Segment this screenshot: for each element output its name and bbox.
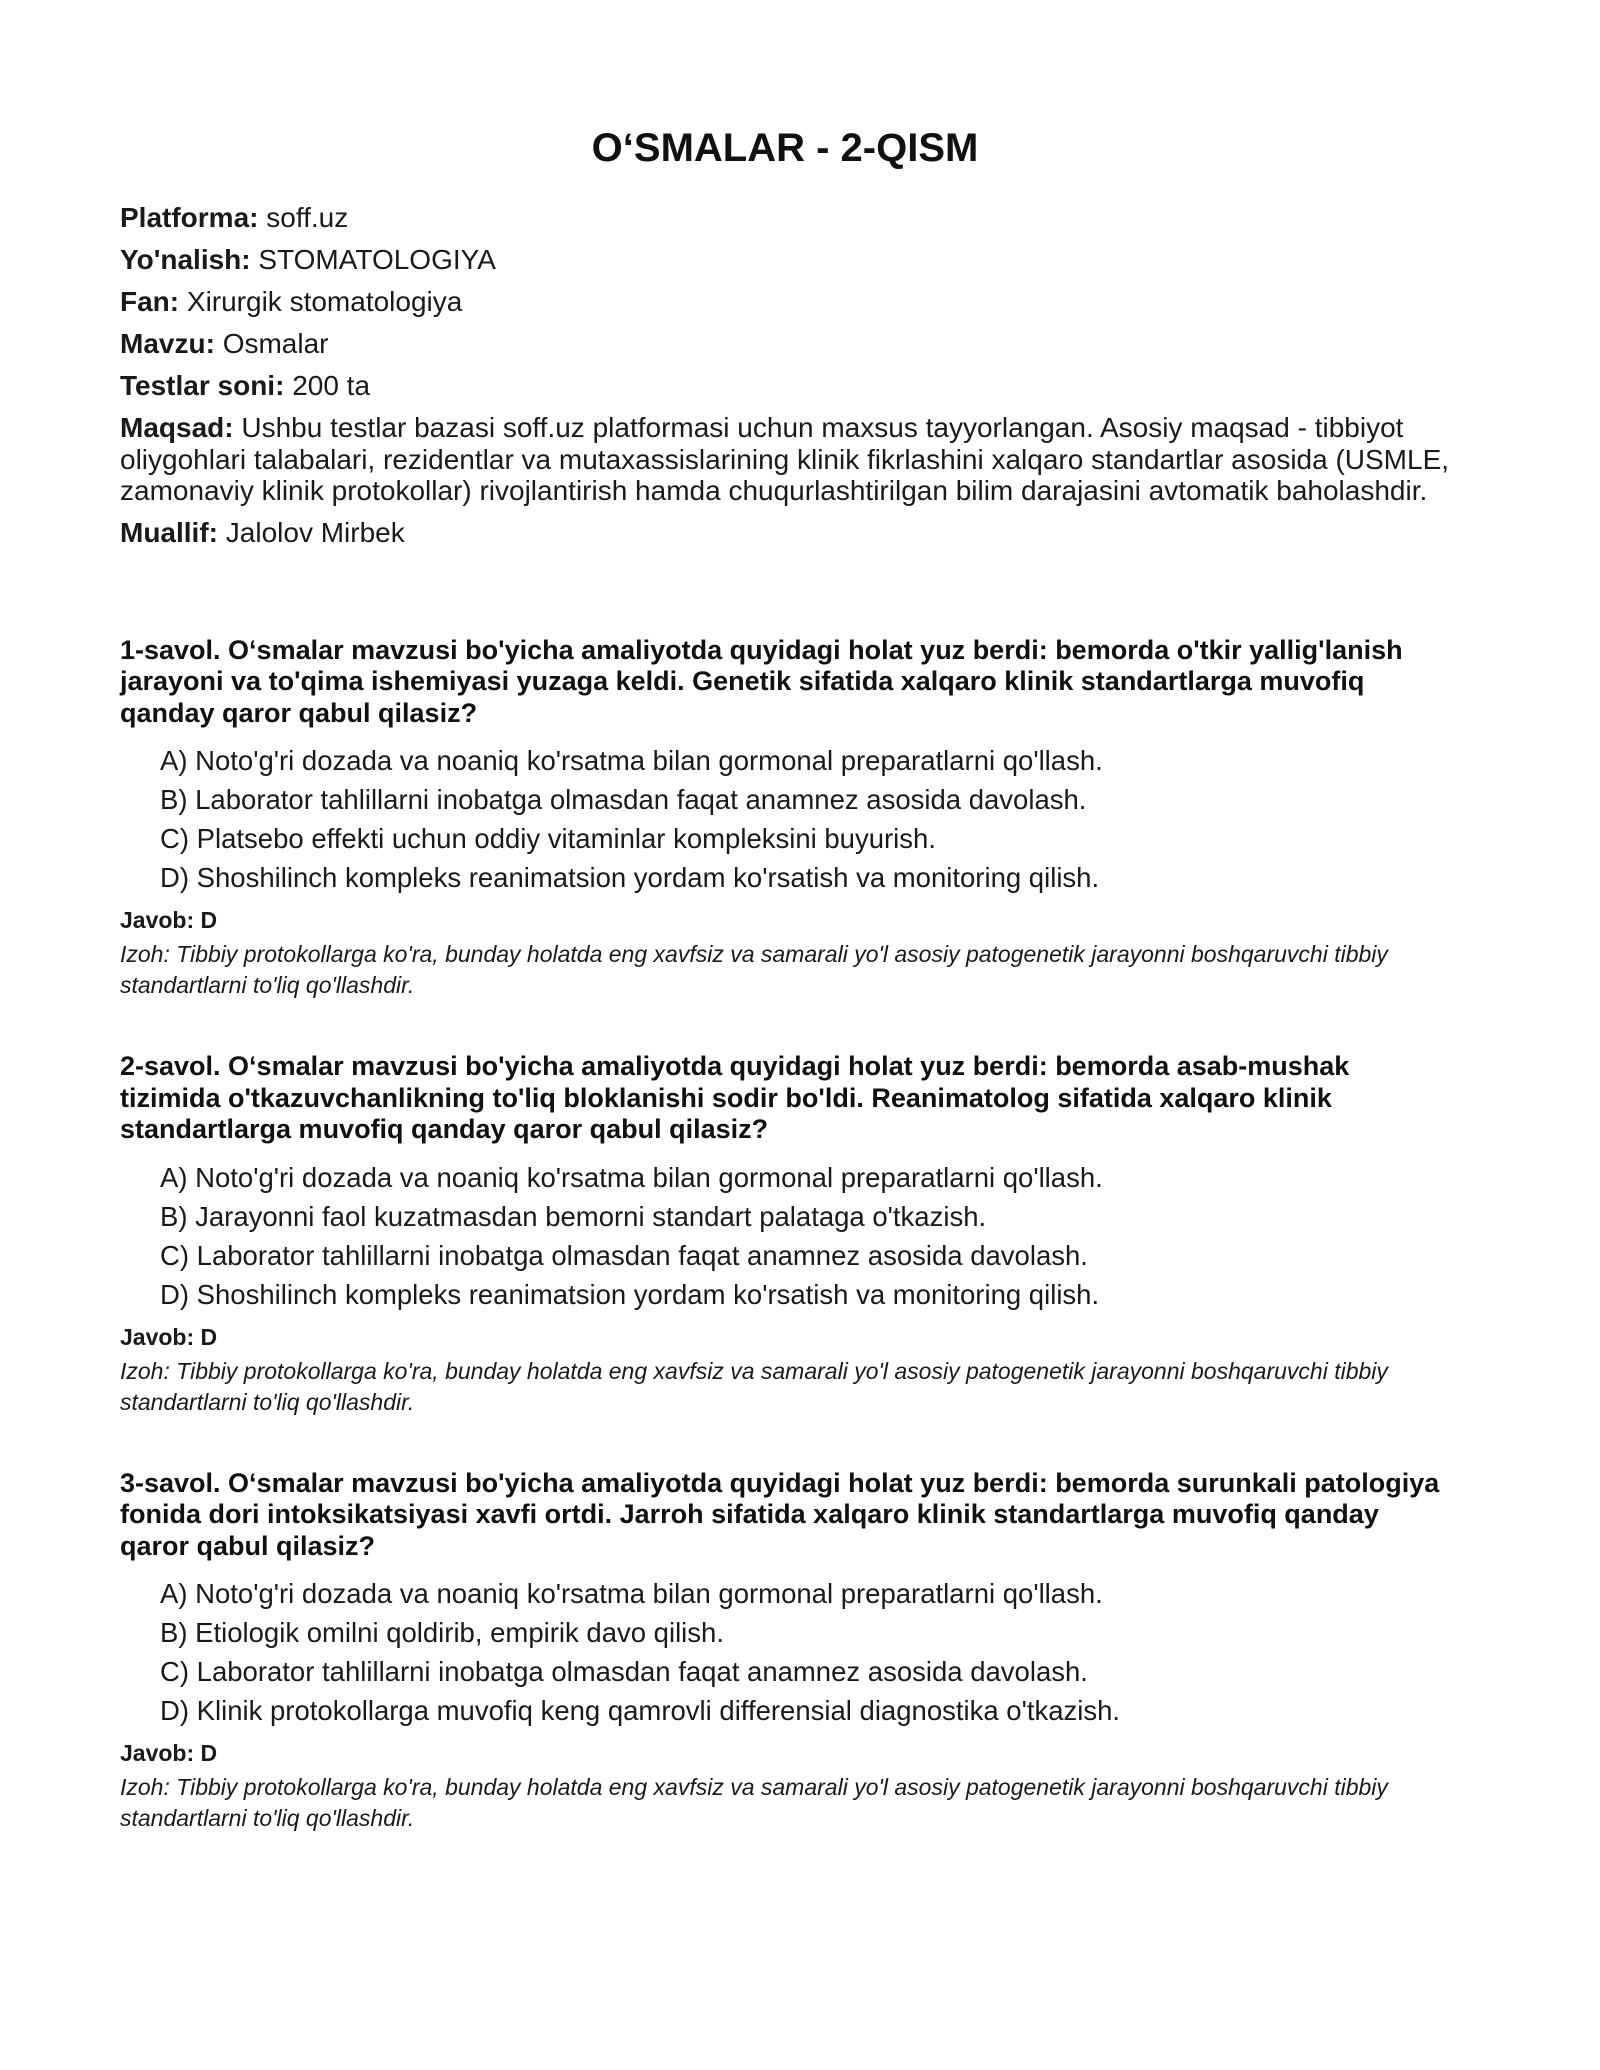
meta-topic — [120, 328, 1450, 360]
option-d: D) Klinik protokollarga muvofiq keng qamrovli differensial diagnostika o'tkazish. — [160, 1695, 1121, 1726]
meta-platform — [120, 202, 1450, 234]
meta-test-count — [120, 370, 1450, 402]
option-d: D) Shoshilinch kompleks reanimatsion yordam ko'rsatish va monitoring qilish. — [160, 862, 1100, 893]
questions-section — [120, 635, 1450, 1835]
answer-options — [120, 741, 1450, 897]
meta-value: Ushbu testlar bazasi soff.uz platformasi uchun maxsus tayyorlangan. Asosiy maqsad - tibbiyot oliygohlari talabalari, rezidentlar va mutaxassislarining klinik fikrlashini xalqaro standartlar asosida (USMLE, zamonaviy klinik protokollar) rivojlantirish hamda chuqurlashtirilgan bilim darajasini avtomatik baholashdir. — [120, 412, 1450, 506]
option-c: C) Laborator tahlillarni inobatga olmasdan faqat anamnez asosida davolash. — [160, 1239, 1088, 1271]
meta-value: Jalolov Mirbek — [225, 516, 405, 548]
option-a: A) Noto'g'ri dozada va noaniq ko'rsatma bilan gormonal preparatlarni qo'llash. — [160, 1161, 1103, 1193]
answer-explanation: Izoh: Tibbiy protokollarga ko'ra, bunday holatda eng xavfsiz va samarali yo'l asosiy patogenetik jarayonni boshqaruvchi tibbiy standartlarni to'liq qo'llashdir. — [120, 1774, 1388, 1831]
option-a: A) Noto'g'ri dozada va noaniq ko'rsatma bilan gormonal preparatlarni qo'llash. — [160, 745, 1103, 776]
option-b: B) Jarayonni faol kuzatmasdan bemorni standart palataga o'tkazish. — [160, 1200, 987, 1232]
meta-label: Maqsad: — [120, 412, 234, 443]
metadata-section — [120, 202, 1450, 549]
option-c: C) Platsebo effekti uchun oddiy vitaminlar kompleksini buyurish. — [160, 823, 936, 854]
meta-label: Yo'nalish: — [120, 244, 251, 275]
option-b: B) Etiologik omilni qoldirib, empirik davo qilish. — [160, 1617, 724, 1648]
answer-explanation: Izoh: Tibbiy protokollarga ko'ra, bunday holatda eng xavfsiz va samarali yo'l asosiy patogenetik jarayonni boshqaruvchi tibbiy standartlarni to'liq qo'llashdir. — [120, 941, 1388, 998]
meta-direction — [120, 244, 1450, 276]
question-2 — [120, 1051, 1450, 1418]
meta-label: Fan: — [120, 286, 180, 317]
document-title: O‘SMALAR - 2-QISM — [591, 126, 979, 170]
document-page — [120, 118, 1450, 1884]
meta-subject — [120, 286, 1450, 318]
meta-author — [120, 517, 1450, 549]
meta-value: soff.uz — [266, 202, 349, 233]
answer-key: Javob: D — [120, 1323, 218, 1350]
answer-explanation: Izoh: Tibbiy protokollarga ko'ra, bunday holatda eng xavfsiz va samarali yo'l asosiy patogenetik jarayonni boshqaruvchi tibbiy standartlarni to'liq qo'llashdir. — [120, 1357, 1388, 1415]
answer-options — [120, 1574, 1450, 1730]
meta-value: Osmalar — [222, 328, 329, 359]
option-c: C) Laborator tahlillarni inobatga olmasdan faqat anamnez asosida davolash. — [160, 1656, 1088, 1687]
answer-key: Javob: D — [120, 1740, 218, 1766]
option-b: B) Laborator tahlillarni inobatga olmasdan faqat anamnez asosida davolash. — [160, 784, 1087, 815]
question-text: 1-savol. O‘smalar mavzusi bo'yicha amaliyotda quyidagi holat yuz berdi: bemorda o'tkir yallig'lanish jarayoni va to'qima ishemiyasi yuzaga keldi. Genetik sifatida xalqaro klinik standartlarga muvofiq qanday qaror qabul qilasiz? — [120, 634, 1403, 728]
meta-label: Mavzu: — [120, 328, 215, 359]
answer-key: Javob: D — [120, 907, 218, 933]
meta-label: Testlar soni: — [120, 370, 285, 401]
question-1 — [120, 635, 1450, 1002]
question-text: 2-savol. O‘smalar mavzusi bo'yicha amaliyotda quyidagi holat yuz berdi: bemorda asab-mushak tizimida o'tkazuvchanlikning to'liq bloklanishi sodir bo'ldi. Reanimatolog sifatida xalqaro klinik standartlarga muvofiq qanday qaror qabul qilasiz? — [120, 1051, 1350, 1144]
meta-label: Platforma: — [120, 202, 259, 233]
answer-options — [120, 1158, 1450, 1314]
meta-value: 200 ta — [292, 370, 371, 401]
meta-label: Muallif: — [120, 516, 218, 548]
question-text: 3-savol. O‘smalar mavzusi bo'yicha amaliyotda quyidagi holat yuz berdi: bemorda surunkali patologiya fonida dori intoksikatsiyasi xavfi ortdi. Jarroh sifatida xalqaro klinik standartlarga muvofiq qanday qaror qabul qilasiz? — [120, 1467, 1440, 1561]
option-d: D) Shoshilinch kompleks reanimatsion yordam ko'rsatish va monitoring qilish. — [160, 1278, 1100, 1310]
option-a: A) Noto'g'ri dozada va noaniq ko'rsatma bilan gormonal preparatlarni qo'llash. — [160, 1578, 1103, 1609]
meta-value: STOMATOLOGIYA — [258, 244, 496, 275]
meta-purpose — [120, 412, 1450, 507]
meta-value: Xirurgik stomatologiya — [186, 286, 463, 317]
question-3 — [120, 1468, 1450, 1835]
